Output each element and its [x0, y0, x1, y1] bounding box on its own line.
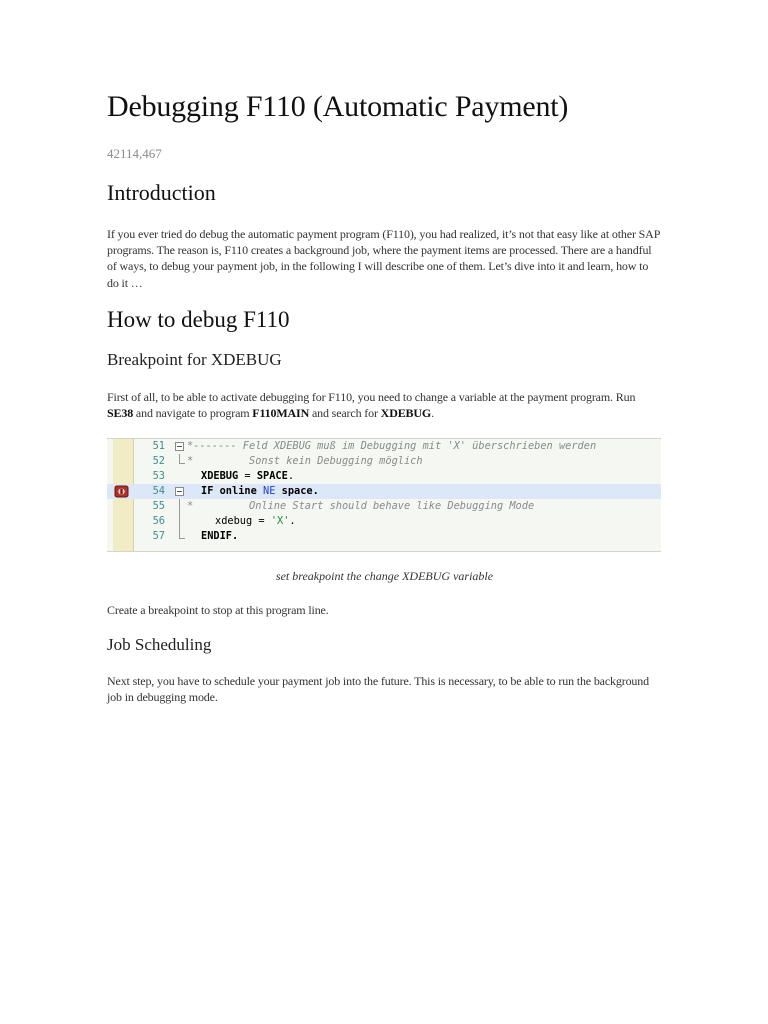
line-number: 51	[152, 440, 165, 452]
code-line	[107, 514, 661, 529]
bp-text-2: and navigate to program	[133, 406, 253, 421]
bp-text-xdebug: XDEBUG	[380, 406, 432, 421]
bp-text-3: and search for	[309, 406, 381, 421]
code-line	[107, 469, 661, 484]
code-text: *------- Feld XDEBUG muß im Debugging mit 'X' überschrieben werden	[187, 440, 597, 452]
line-number: 56	[152, 515, 165, 527]
code-text: * Sonst kein Debugging möglich	[187, 455, 423, 467]
figure-caption: set breakpoint the change XDEBUG variable	[275, 569, 494, 583]
bp-text-1: First of all, to be able to activate debugging for F110, you need to change a variable at the payment program. Run	[107, 390, 636, 404]
heading-job-scheduling: Job Scheduling	[107, 635, 212, 654]
line-number: 53	[152, 470, 165, 482]
code-text: ENDIF.	[201, 530, 239, 542]
code-line	[107, 499, 661, 514]
fold-end-icon	[175, 454, 185, 469]
code-text: IF online NE space.	[201, 485, 319, 497]
fold-bar-icon	[175, 499, 185, 514]
breakpoint-paragraph	[107, 389, 662, 421]
code-text: * Online Start should behave like Debugging Mode	[187, 500, 535, 512]
code-line	[107, 529, 661, 544]
page-title: Debugging F110 (Automatic Payment)	[107, 90, 569, 123]
job-scheduling-paragraph: Next step, you have to schedule your payment job into the future. This is necessary, to be able to run the background job in debugging mode.	[107, 674, 649, 705]
fold-end-icon	[175, 529, 185, 544]
bp-text-4: .	[431, 406, 434, 421]
fold-bar-icon	[175, 514, 185, 529]
article-meta: 42114,467	[107, 146, 162, 161]
line-number: 54	[152, 485, 165, 497]
create-breakpoint-paragraph: Create a breakpoint to stop at this program line.	[107, 603, 329, 617]
heading-how-to-debug: How to debug F110	[107, 307, 290, 332]
breakpoint-icon[interactable]	[114, 485, 129, 498]
code-text: XDEBUG = SPACE.	[201, 470, 295, 482]
line-number: 52	[152, 455, 165, 467]
line-number: 57	[152, 530, 165, 542]
fold-toggle-icon	[175, 484, 185, 499]
code-screenshot	[107, 438, 661, 552]
intro-paragraph: If you ever tried do debug the automatic payment program (F110), you had realized, it’s not that easy like at other SAP programs. The reason is, F110 creates a background job, where the payment items are processed. There are a handful of ways, to debug your payment job, in the following I will describe one of them. Let’s dive into it and learn, how to do it …	[107, 227, 660, 290]
bp-text-se38: SE38	[107, 406, 134, 421]
code-text: xdebug = 'X'.	[215, 515, 296, 527]
fold-toggle-icon	[175, 439, 185, 454]
line-number: 55	[152, 500, 165, 512]
code-line-current	[107, 484, 661, 499]
bp-text-f110main: F110MAIN	[252, 406, 310, 421]
code-line	[107, 454, 661, 469]
code-line	[107, 439, 661, 454]
heading-introduction: Introduction	[107, 180, 216, 205]
heading-breakpoint: Breakpoint for XDEBUG	[107, 350, 282, 369]
